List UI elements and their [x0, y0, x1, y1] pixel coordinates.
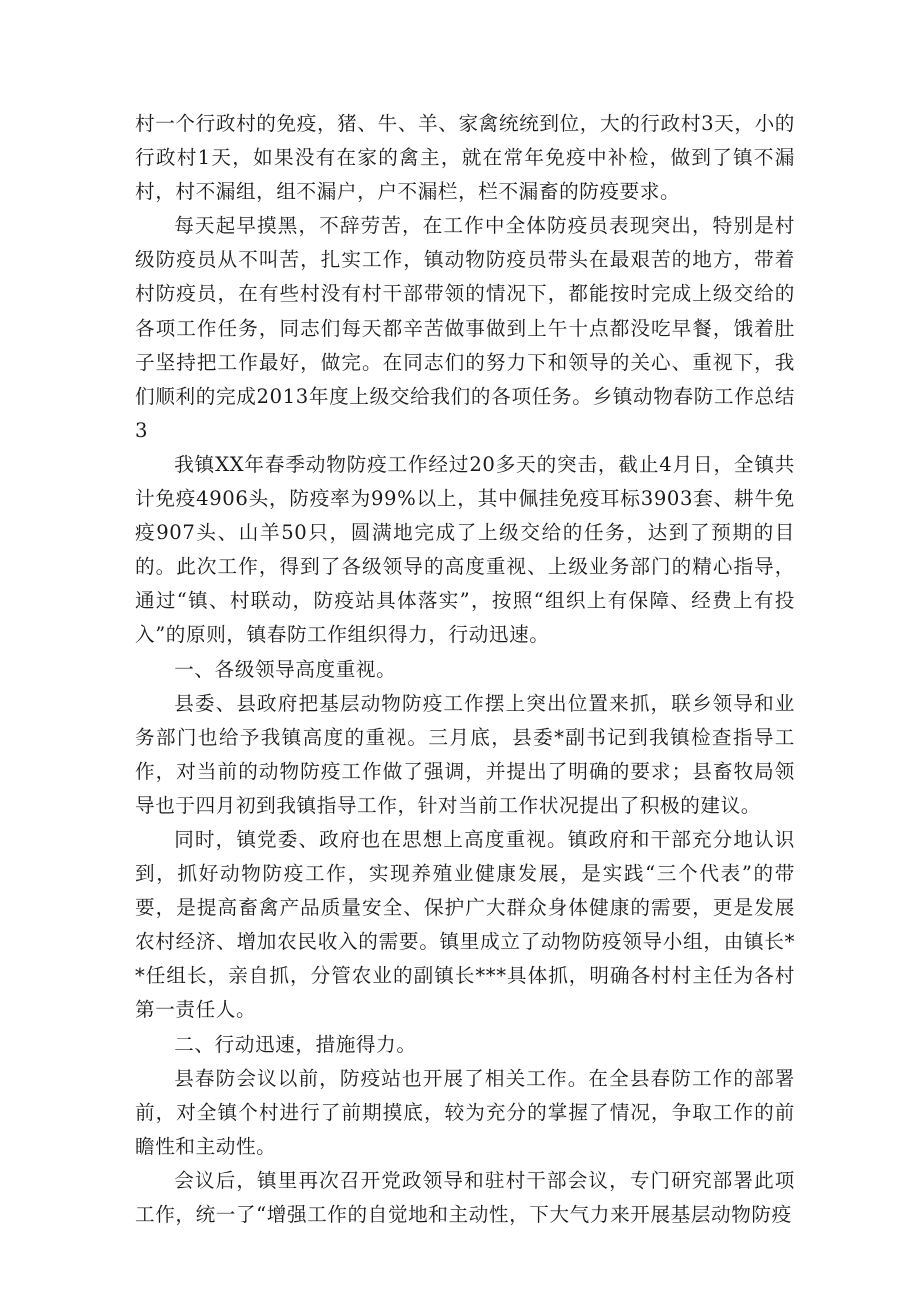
paragraph-2: 每天起早摸黑，不辞劳苦，在工作中全体防疫员表现突出，特别是村级防疫员从不叫苦，扎实工作，镇动物防疫员带头在最艰苦的地方，带着村防疫员，在有些村没有村干部带领的情况下，都能按时完成上级交给的各项工作任务，同志们每天都辛苦做事做到上午十点都没吃早餐，饿着肚子坚持把工作最好，做完。在同志们的努力下和领导的关心、重视下，我们顺利的完成2013年度上级交给我们的各项任务。乡镇动物春防工作总结3	[135, 214, 795, 442]
paragraph-7: 会议后，镇里再次召开党政领导和驻村干部会议，专门研究部署此项工作，统一了“增强工作的自觉地和主动性，下大气力来开展基层动物防疫	[135, 1168, 795, 1226]
paragraph-6: 县春防会议以前，防疫站也开展了相关工作。在全县春防工作的部署前，对全镇个村进行了前期摸底，较为充分的掌握了情况，争取工作的前瞻性和主动性。	[135, 1066, 795, 1158]
paragraph-1: 村一个行政村的免疫，猪、牛、羊、家禽统统到位，大的行政村3天，小的行政村1天，如果没有在家的禽主，就在常年免疫中补检，做到了镇不漏村，村不漏组，组不漏户，户不漏栏，栏不漏畜的防疫要求。	[135, 112, 795, 204]
section-heading-1: 一、各级领导高度重视。	[174, 657, 397, 681]
paragraph-3: 我镇XX年春季动物防疫工作经过20多天的突击，截止4月日，全镇共计免疫4906头，防疫率为99%以上，其中佩挂免疫耳标3903套、耕牛免疫907头、山羊50只，圆满地完成了上级交给的任务，达到了预期的目的。此次工作，得到了各级领导的高度重视、上级业务部门的精心指导，通过“镇、村联动，防疫站具体落实”，按照“组织上有保障、经费上有投入”的原则，镇春防工作组织得力，行动迅速。	[135, 452, 795, 647]
paragraph-4: 县委、县政府把基层动物防疫工作摆上突出位置来抓，联乡领导和业务部门也给予我镇高度的重视。三月底，县委*副书记到我镇检查指导工作，对当前的动物防疫工作做了强调，并提出了明确的要求；县畜牧局领导也于四月初到我镇指导工作，针对当前工作状况提出了积极的建议。	[135, 691, 795, 817]
document-body	[135, 107, 795, 1232]
section-heading-2: 二、行动迅速，措施得力。	[174, 1032, 417, 1056]
paragraph-5: 同时，镇党委、政府也在思想上高度重视。镇政府和干部充分地认识到，抓好动物防疫工作，实现养殖业健康发展，是实践“三个代表”的带要，是提高畜禽产品质量安全、保护广大群众身体健康的需要，更是发展农村经济、增加农民收入的需要。镇里成立了动物防疫领导小组，由镇长**任组长，亲自抓，分管农业的副镇长***具体抓，明确各村村主任为各村第一责任人。	[135, 827, 795, 1022]
